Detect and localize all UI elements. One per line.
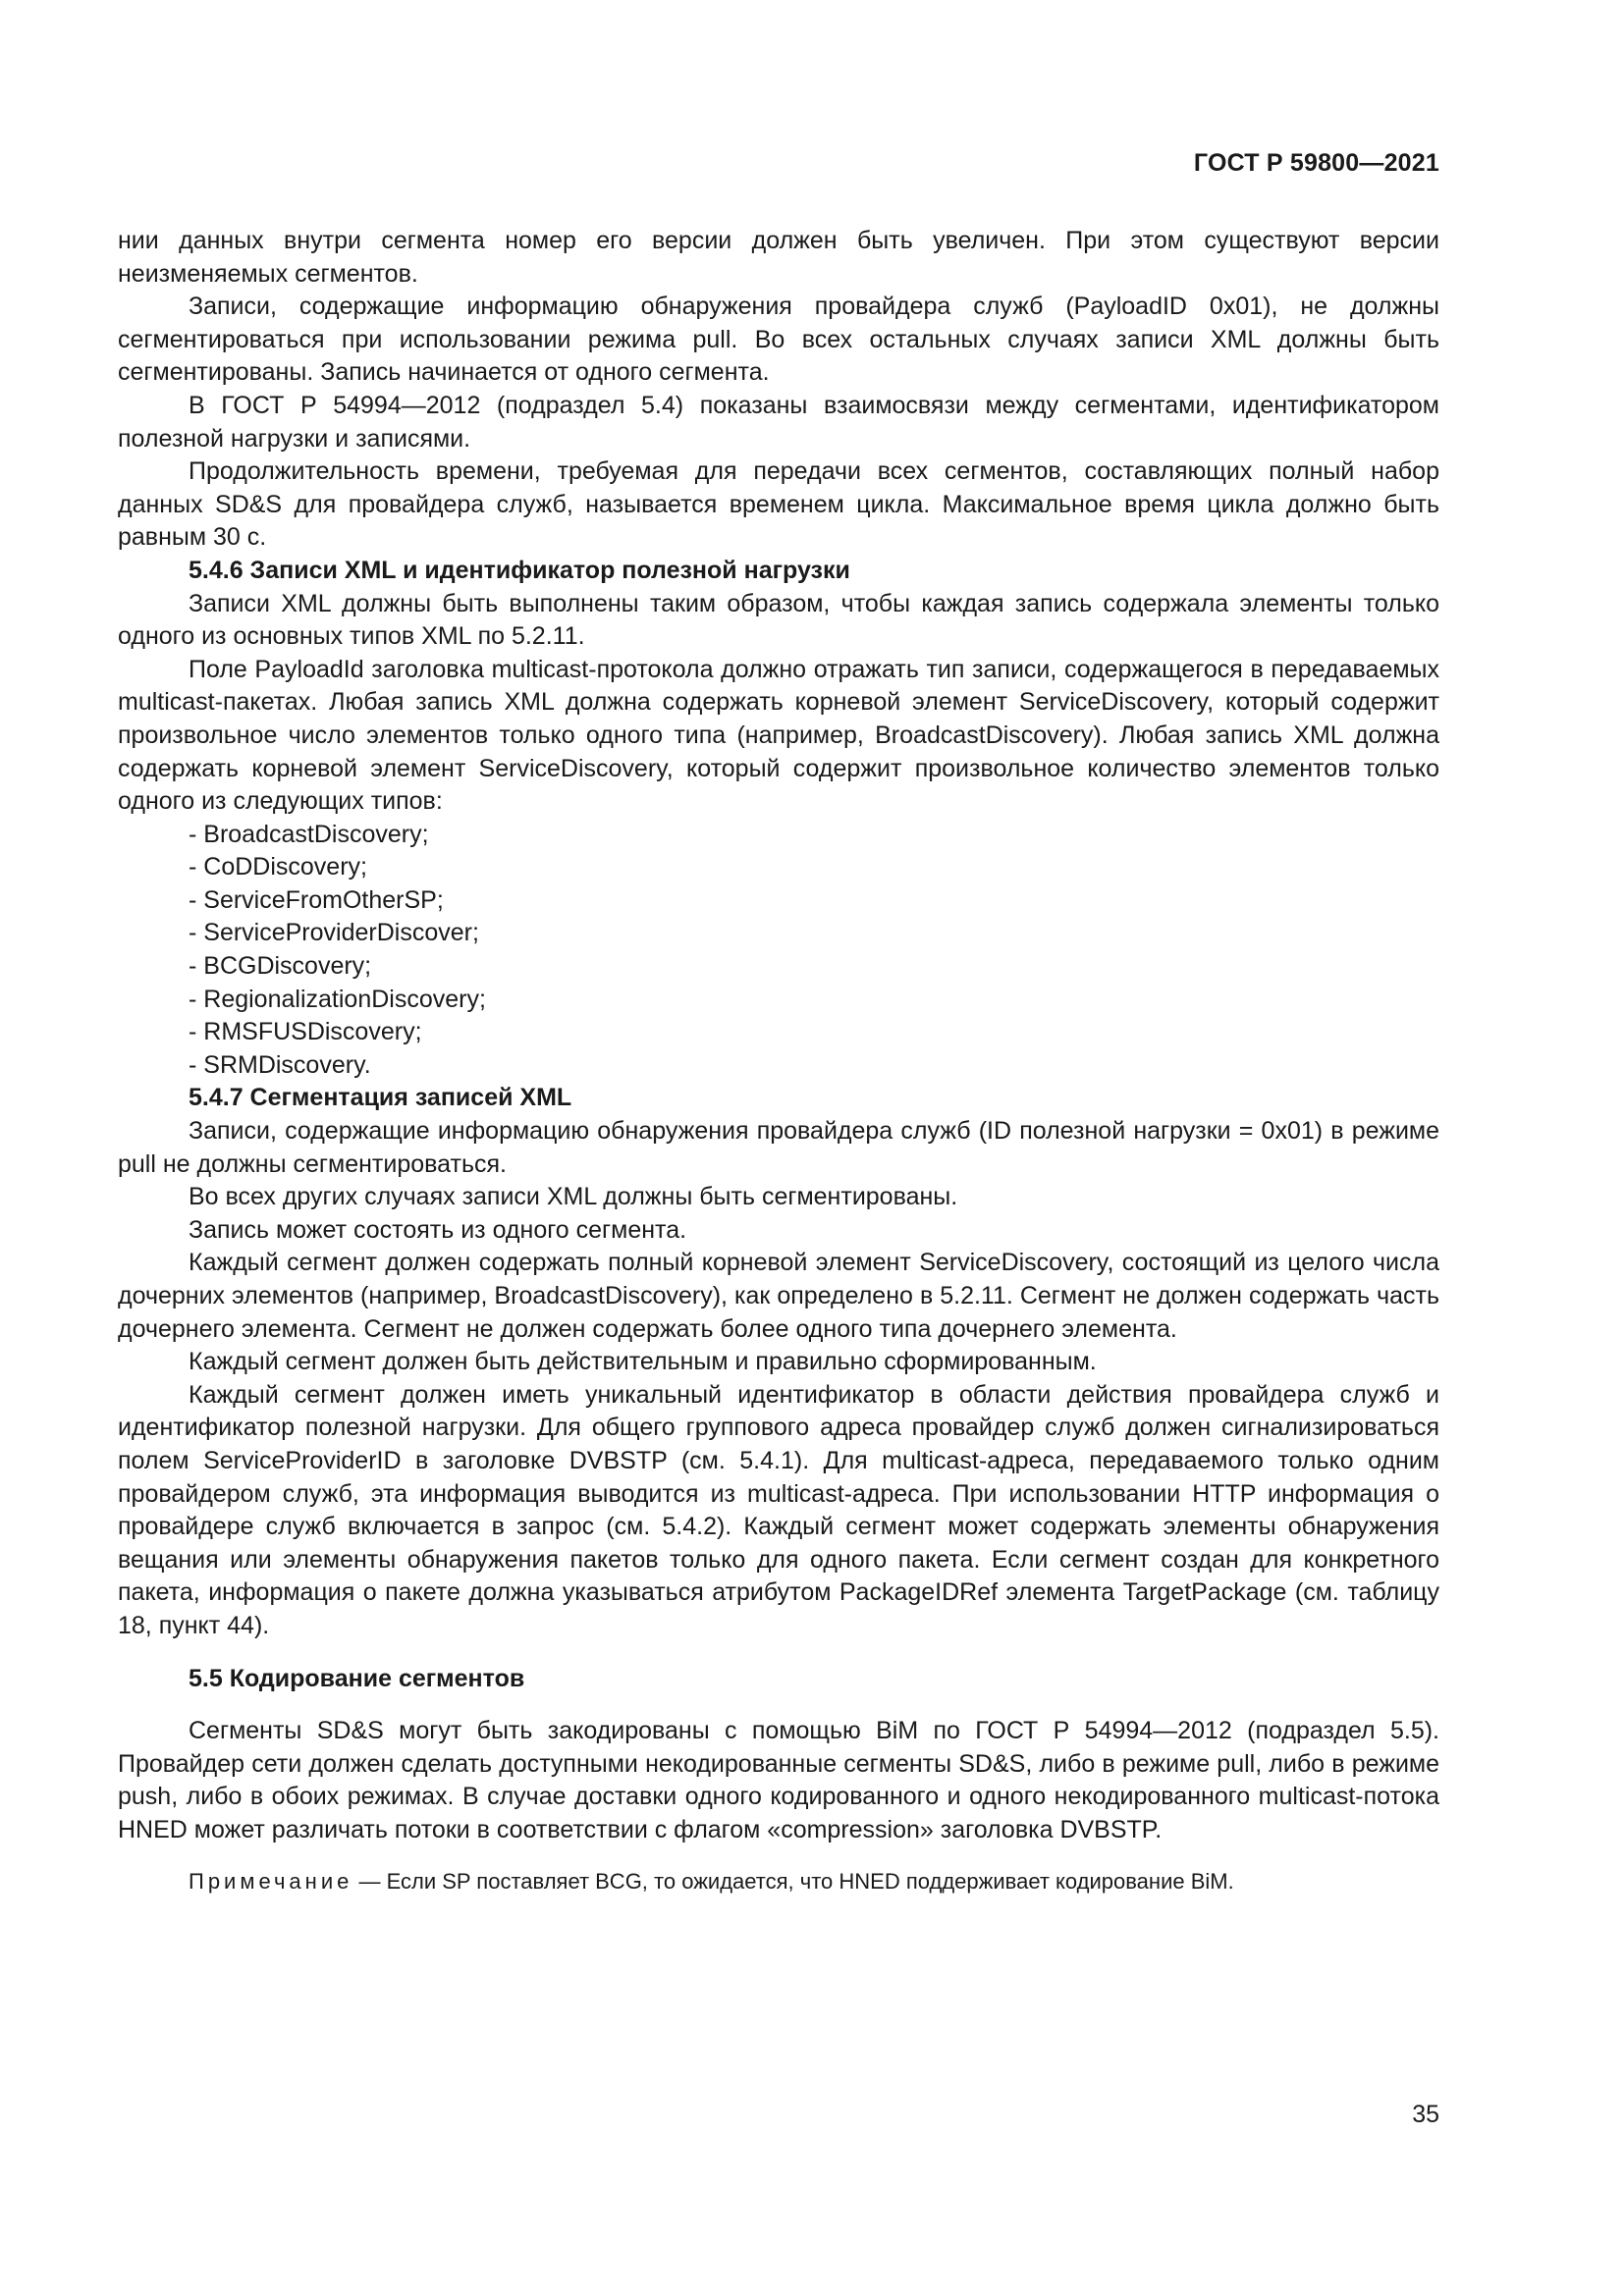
paragraph: В ГОСТ Р 54994—2012 (подраздел 5.4) показаны взаимосвязи между сегментами, идентификатором полезной нагрузки и записями. (118, 391, 1439, 453)
note-text: — Если SP поставляет BCG, то ожидается, что HNED поддерживает кодирование BiM. (352, 1868, 1234, 1894)
paragraph: Продолжительность времени, требуемая для передачи всех сегментов, составляющих полный набор данных SD&S для провайдера служб, называется временем цикла. Максимальное время цикла должно быть равным 30 с. (118, 457, 1439, 552)
document-body (118, 225, 1439, 1897)
list-item: - SRMDiscovery. (189, 1050, 371, 1079)
list-item: - RMSFUSDiscovery; (189, 1018, 422, 1046)
section-heading-5-4-6: 5.4.6 Записи XML и идентификатор полезной нагрузки (189, 556, 850, 584)
paragraph: Каждый сегмент должен иметь уникальный идентификатор в области действия провайдера служб и идентификатор полезной нагрузки. Для общего группового адреса провайдер служб должен сигнализироваться полем ServiceProviderID в заголовке DVBSTP (см. 5.4.1). Для multicast-адреса, передаваемого только одним провайдером служб, эта информация выводится из multicast-адреса. При использовании HTTP информация о провайдере служб включается в запрос (см. 5.4.2). Каждый сегмент может содержать элементы обнаружения вещания или элементы обнаружения пакетов только для одного пакета. Если сегмент создан для конкретного пакета, информация о пакете должна указываться атрибутом PackageIDRef элемента TargetPackage (см. таблицу 18, пункт 44). (118, 1380, 1439, 1639)
list-item: - ServiceProviderDiscover; (189, 919, 479, 947)
list-item: - CoDDiscovery; (189, 853, 367, 881)
paragraph: Запись может состоять из одного сегмента. (189, 1215, 687, 1244)
element-type-list (118, 819, 1439, 1083)
section-heading-5-5: 5.5 Кодирование сегментов (189, 1664, 525, 1692)
note-label: Примечание (189, 1868, 353, 1894)
note (118, 1865, 1439, 1898)
paragraph: Сегменты SD&S могут быть закодированы с помощью BiM по ГОСТ Р 54994—2012 (подраздел 5.5). Провайдер сети должен сделать доступными некодированные сегменты SD&S, либо в режиме pull, либо в режиме push, либо в обоих режимах. В случае доставки одного кодированного и одного некодированного multicast-потока HNED может различать потоки в соответствии с флагом «compression» заголовка DVBSTP. (118, 1717, 1439, 1843)
section-heading-5-4-7: 5.4.7 Сегментация записей XML (189, 1084, 572, 1112)
paragraph: Во всех других случаях записи XML должны быть сегментированы. (189, 1183, 958, 1211)
list-item: - ServiceFromOtherSP; (189, 885, 444, 914)
paragraph: Каждый сегмент должен содержать полный корневой элемент ServiceDiscovery, состоящий из целого числа дочерних элементов (например, BroadcastDiscovery), как определено в 5.2.11. Сегмент не должен содержать часть дочернего элемента. Сегмент не должен содержать более одного типа дочернего элемента. (118, 1249, 1439, 1343)
list-item: - BCGDiscovery; (189, 952, 372, 981)
page-number: 35 (1412, 2101, 1439, 2128)
list-item: - RegionalizationDiscovery; (189, 985, 486, 1013)
paragraph: Поле PayloadId заголовка multicast-протокола должно отражать тип записи, содержащегося в передаваемых multicast-пакетах. Любая запись XML должна содержать корневой элемент ServiceDiscovery, который содержит произвольное число элементов только одного типа (например, BroadcastDiscovery). Любая запись XML должна содержать корневой элемент ServiceDiscovery, который содержит произвольное количество элементов только одного из следующих типов: (118, 655, 1439, 816)
paragraph: Записи XML должны быть выполнены таким образом, чтобы каждая запись содержала элементы только одного из основных типов XML по 5.2.11. (118, 589, 1439, 651)
document-header: ГОСТ Р 59800—2021 (1193, 149, 1439, 177)
paragraph: Каждый сегмент должен быть действительным и правильно сформированным. (189, 1348, 1097, 1376)
paragraph: Записи, содержащие информацию обнаружения провайдера служб (ID полезной нагрузки = 0x01) в режиме pull не должны сегментироваться. (118, 1117, 1439, 1178)
list-item: - BroadcastDiscovery; (189, 820, 429, 848)
paragraph: Записи, содержащие информацию обнаружения провайдера служб (PayloadID 0x01), не должны сегментироваться при использовании режима pull. Во всех остальных случаях записи XML должны быть сегментированы. Запись начинается от одного сегмента. (118, 293, 1439, 387)
paragraph: нии данных внутри сегмента номер его версии должен быть увеличен. При этом существуют версии неизменяемых сегментов. (118, 227, 1439, 288)
